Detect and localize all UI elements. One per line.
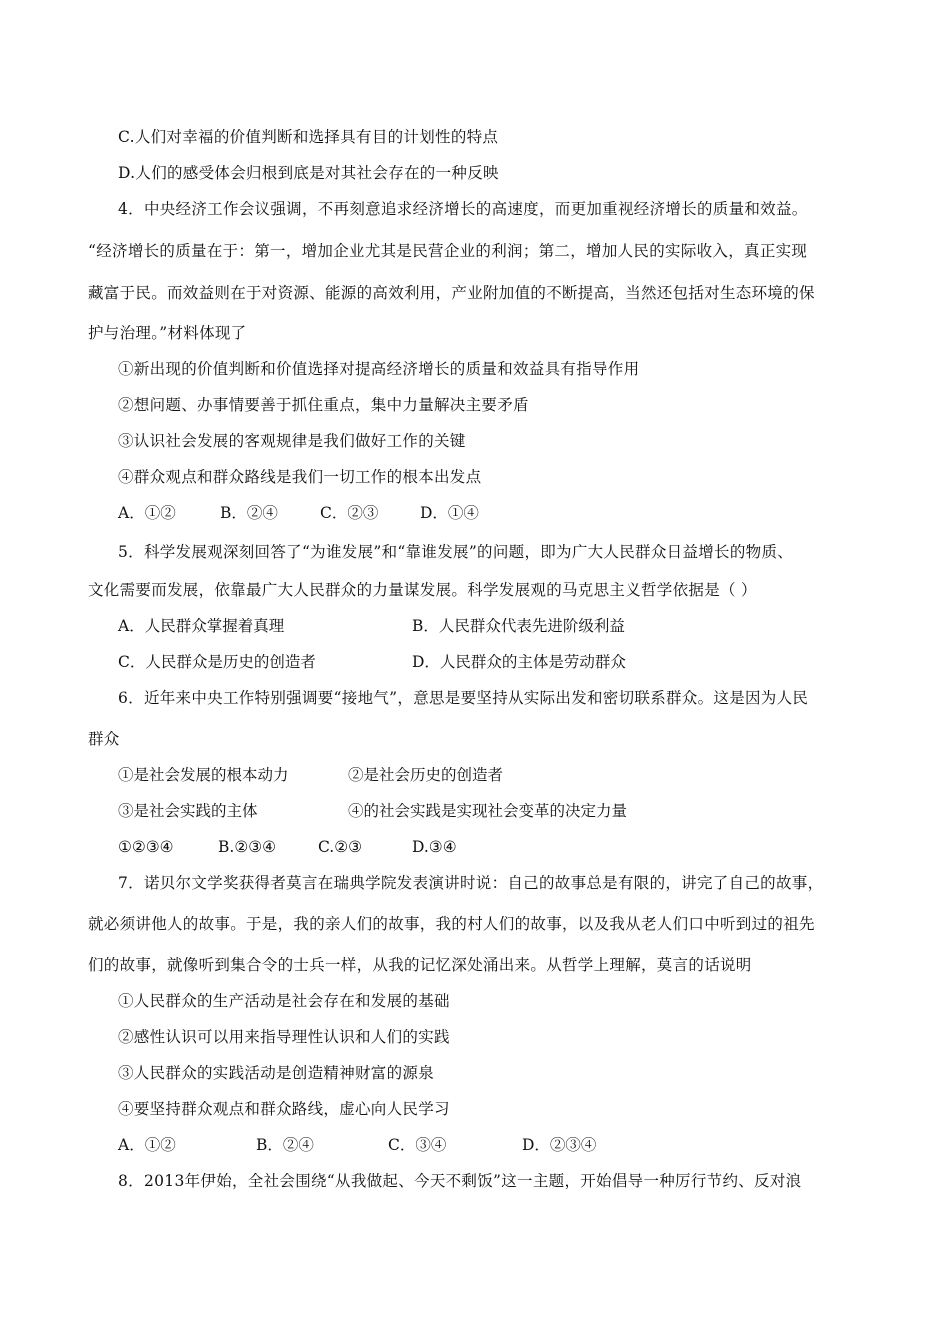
question-4-stem-cont: “经济增长的质量在于：第一，增加企业尤其是民营企业的利润；第二，增加人民的实际收入，真正实现 — [88, 242, 808, 260]
question-6-item: ④的社会实践是实现社会变革的决定力量 — [348, 802, 628, 820]
question-5-choice: D．人民群众的主体是劳动群众 — [412, 653, 626, 671]
question-4-choice: C．②③ — [320, 504, 379, 522]
question-4-item: ①新出现的价值判断和价值选择对提高经济增长的质量和效益具有指导作用 — [118, 360, 640, 378]
question-6-item: ①是社会发展的根本动力 — [118, 766, 289, 784]
question-7-item: ②感性认识可以用来指导理性认识和人们的实践 — [118, 1028, 450, 1046]
question-6-choice: B.②③④ — [218, 838, 277, 856]
question-6-choice: D.③④ — [412, 838, 457, 856]
question-7-choice: D．②③④ — [522, 1136, 597, 1154]
option-d-line: D.人们的感受体会归根到底是对其社会存在的一种反映 — [118, 164, 499, 182]
question-6-stem-cont: 群众 — [88, 730, 120, 748]
question-7-choice: B．②④ — [256, 1136, 314, 1154]
question-7-stem: 7．诺贝尔文学奖获得者莫言在瑞典学院发表演讲时说：自己的故事总是有限的，讲完了自己的故事， — [118, 874, 824, 892]
question-5-stem-cont: 文化需要而发展，依靠最广大人民群众的力量谋发展。科学发展观的马克思主义哲学依据是（ ） — [88, 581, 757, 599]
question-6-choice: ①②③④ — [118, 838, 174, 856]
question-5-choice: C．人民群众是历史的创造者 — [118, 653, 316, 671]
question-7-item: ③人民群众的实践活动是创造精神财富的源泉 — [118, 1064, 435, 1082]
question-4-stem-cont: 护与治理。”材料体现了 — [88, 324, 247, 342]
question-6-item: ③是社会实践的主体 — [118, 802, 258, 820]
question-4-item: ④群众观点和群众路线是我们一切工作的根本出发点 — [118, 468, 482, 486]
question-4-choice: B．②④ — [220, 504, 278, 522]
question-4-stem-cont: 藏富于民。而效益则在于对资源、能源的高效利用，产业附加值的不断提高，当然还包括对生态环境的保 — [88, 284, 815, 302]
question-5-choice: A．人民群众掌握着真理 — [118, 617, 285, 635]
question-7-item: ①人民群众的生产活动是社会存在和发展的基础 — [118, 992, 450, 1010]
question-7-choice: A．①② — [118, 1136, 176, 1154]
question-5-stem: 5．科学发展观深刻回答了“为谁发展”和“靠谁发展”的问题，即为广大人民群众日益增长的物质、 — [118, 543, 794, 561]
question-6-stem: 6．近年来中央工作特别强调要“接地气”，意思是要坚持从实际出发和密切联系群众。这是因为人民 — [118, 689, 809, 707]
question-6-item: ②是社会历史的创造者 — [348, 766, 504, 784]
question-7-stem-cont: 们的故事，就像听到集合令的士兵一样，从我的记忆深处涌出来。从哲学上理解，莫言的话说明 — [88, 956, 752, 974]
question-6-choice: C.②③ — [318, 838, 363, 856]
question-4-choice: A．①② — [118, 504, 176, 522]
question-4-stem: 4．中央经济工作会议强调，不再刻意追求经济增长的高速度，而更加重视经济增长的质量和效益。 — [118, 200, 808, 218]
question-7-choice: C．③④ — [388, 1136, 447, 1154]
question-7-stem-cont: 就必须讲他人的故事。于是，我的亲人们的故事，我的村人们的故事，以及我从老人们口中听到过的祖先 — [88, 915, 815, 933]
question-8-stem: 8．2013年伊始，全社会围绕“从我做起、今天不剩饭”这一主题，开始倡导一种厉行节约、反对浪 — [118, 1172, 802, 1190]
option-c-line: C.人们对幸福的价值判断和选择具有目的计划性的特点 — [118, 128, 499, 146]
question-4-item: ②想问题、办事情要善于抓住重点，集中力量解决主要矛盾 — [118, 396, 529, 414]
question-4-choice: D．①④ — [420, 504, 479, 522]
question-7-item: ④要坚持群众观点和群众路线，虚心向人民学习 — [118, 1100, 450, 1118]
question-4-item: ③认识社会发展的客观规律是我们做好工作的关键 — [118, 432, 466, 450]
question-5-choice: B．人民群众代表先进阶级利益 — [412, 617, 625, 635]
